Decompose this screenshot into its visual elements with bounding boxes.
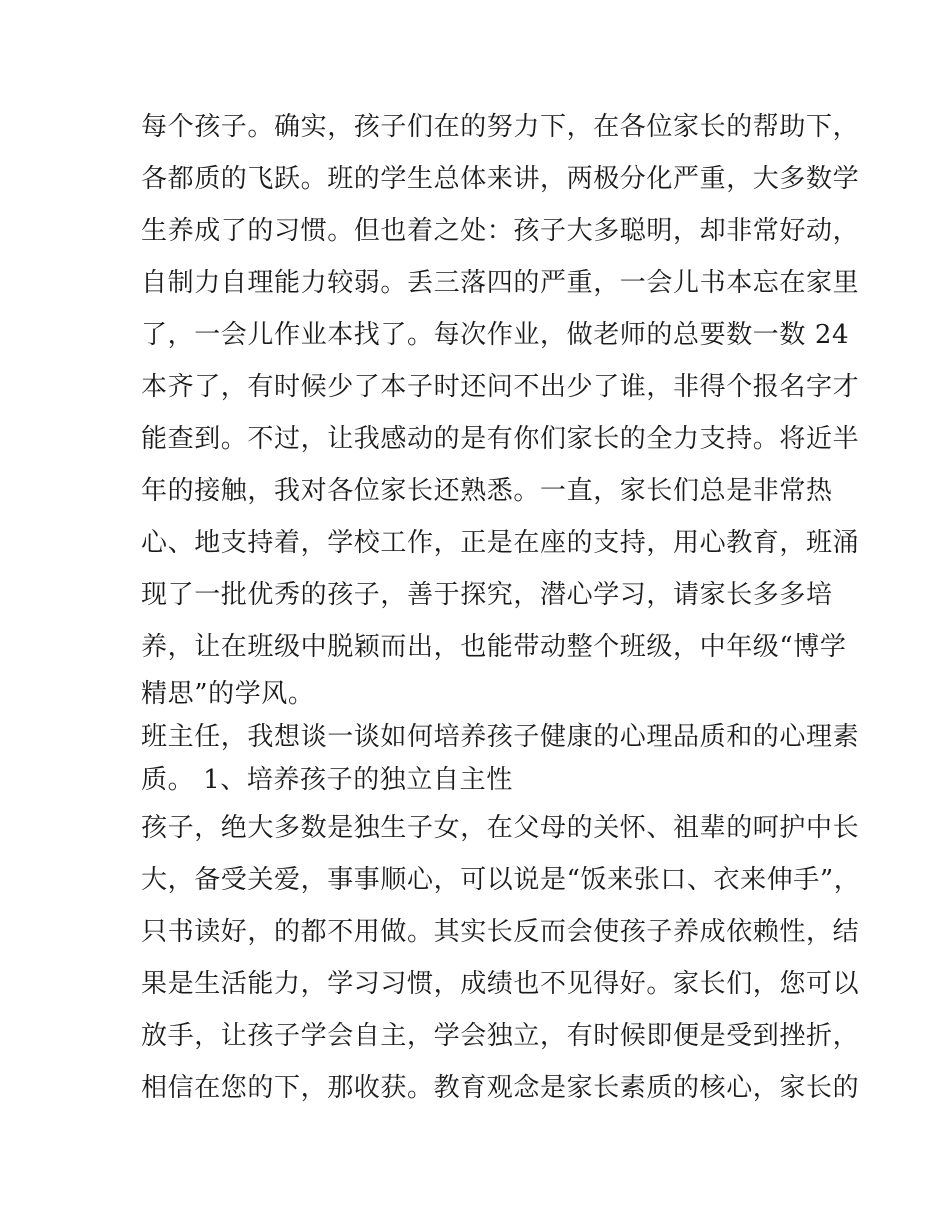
text-line: 孩子，绝大多数是独生子女，在父母的关怀、祖辈的呵护中长 bbox=[141, 813, 860, 843]
text-line: 自制力自理能力较弱。丢三落四的严重，一会儿书本忘在家里 bbox=[141, 268, 860, 298]
text-line: 现了一批优秀的孩子，善于探究，潜心学习，请家长多多培 bbox=[141, 580, 833, 610]
text-line: 大，备受关爱，事事顺心，可以说是“饭来张口、衣来伸手”， bbox=[141, 865, 861, 895]
text-line: 质。 1、培养孩子的独立自主性 bbox=[141, 765, 513, 795]
text-line: 每个孩子。确实，孩子们在的努力下，在各位家长的帮助下， bbox=[141, 112, 860, 142]
text-line: 班主任，我想谈一谈如何培养孩子健康的心理品质和的心理素 bbox=[141, 722, 860, 752]
text-line: 了，一会儿作业本找了。每次作业，做老师的总要数一数 24 bbox=[141, 320, 850, 350]
text-line: 只书读好，的都不用做。其实长反而会使孩子养成依赖性，结 bbox=[141, 917, 860, 947]
text-line: 精思”的学风。 bbox=[141, 679, 315, 709]
text-line: 能查到。不过，让我感动的是有你们家长的全力支持。将近半 bbox=[141, 424, 860, 454]
text-line: 生养成了的习惯。但也着之处：孩子大多聪明，却非常好动， bbox=[141, 216, 860, 246]
text-line: 果是生活能力，学习习惯，成绩也不见得好。家长们，您可以 bbox=[141, 969, 860, 999]
text-line: 放手，让孩子学会自主，学会独立，有时候即便是受到挫折， bbox=[141, 1021, 860, 1051]
text-line: 本齐了，有时候少了本子时还问不出少了谁，非得个报名字才 bbox=[141, 372, 860, 402]
text-line: 心、地支持着，学校工作，正是在座的支持，用心教育，班涌 bbox=[141, 528, 860, 558]
text-line: 养，让在班级中脱颖而出，也能带动整个班级，中年级“博学 bbox=[141, 632, 847, 662]
document-body bbox=[141, 101, 861, 1114]
text-line: 年的接触，我对各位家长还熟悉。一直，家长们总是非常热 bbox=[141, 476, 833, 506]
text-line: 相信在您的下，那收获。教育观念是家长素质的核心，家长的 bbox=[141, 1073, 860, 1103]
text-line: 各都质的飞跃。班的学生总体来讲，两极分化严重，大多数学 bbox=[141, 164, 860, 194]
